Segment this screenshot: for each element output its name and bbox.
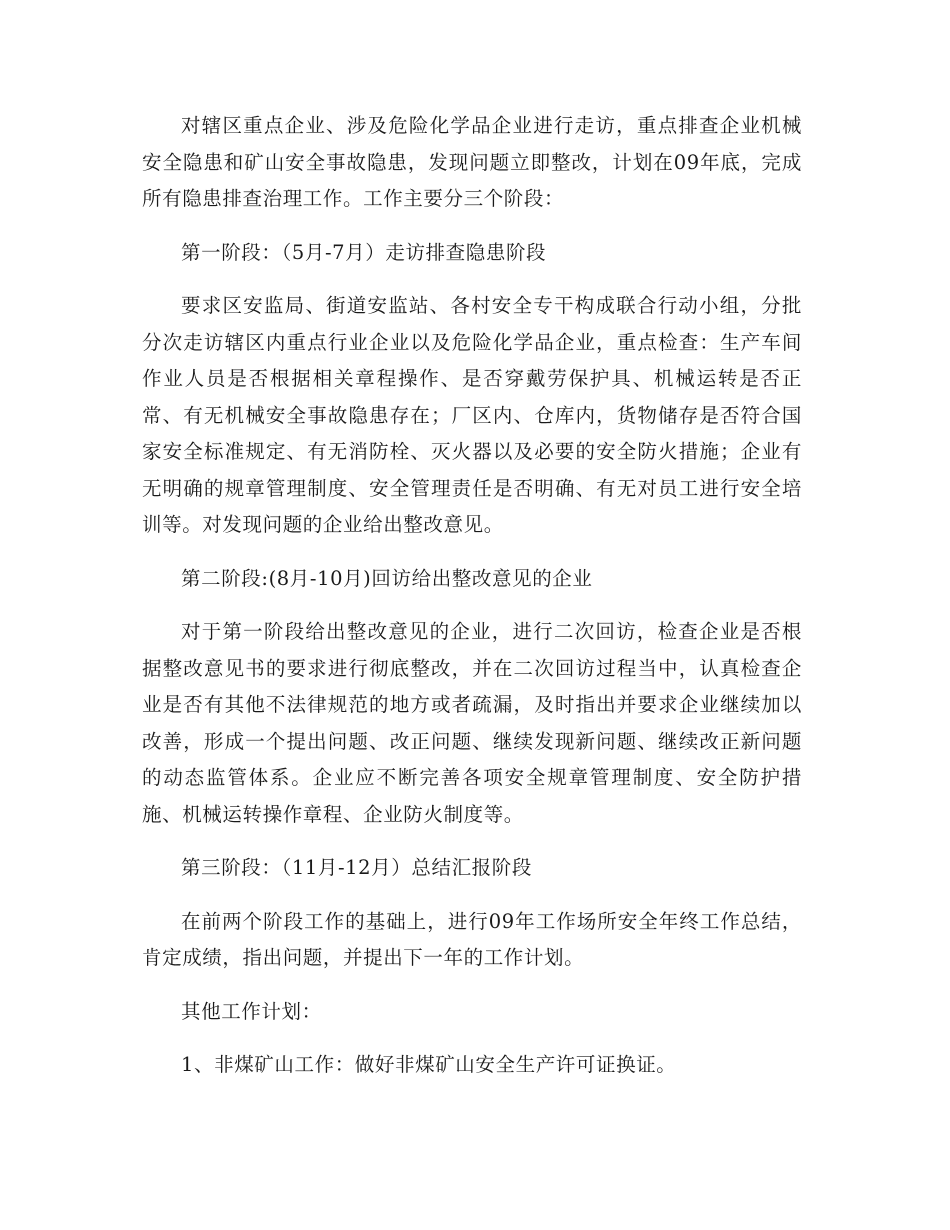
heading-phase-two: 第二阶段:(8月-10月)回访给出整改意见的企业	[181, 566, 593, 590]
paragraph-phase-one: 要求区安监局、街道安监站、各村安全专干构成联合行动小组，分批分次走访辖区内重点行业企业以及危险化学品企业，重点检查：生产车间作业人员是否根据相关章程操作、是否穿戴劳保护具、机械运转是否正常、有无机械安全事故隐患存在；厂区内、仓库内，货物储存是否符合国家安全标准规定、有无消防栓、灭火器以及必要的安全防火措施；企业有无明确的规章管理制度、安全管理责任是否明确、有无对员工进行安全培训等。对发现问题的企业给出整改意见。	[142, 294, 802, 536]
document-body	[142, 108, 802, 1101]
paragraph-phase-three: 在前两个阶段工作的基础上，进行09年工作场所安全年终工作总结，肯定成绩，指出问题，并提出下一年的工作计划。	[142, 909, 802, 969]
paragraph-phase-two: 对于第一阶段给出整改意见的企业，进行二次回访，检查企业是否根据整改意见书的要求进行彻底整改，并在二次回访过程当中，认真检查企业是否有其他不法律规范的地方或者疏漏，及时指出并要求企业继续加以改善，形成一个提出问题、改正问题、继续发现新问题、继续改正新问题的动态监管体系。企业应不断完善各项安全规章管理制度、安全防护措施、机械运转操作章程、企业防火制度等。	[142, 620, 802, 826]
heading-phase-one: 第一阶段：（5月-7月）走访排查隐患阶段	[181, 240, 547, 264]
paragraph-intro: 对辖区重点企业、涉及危险化学品企业进行走访，重点排查企业机械安全隐患和矿山安全事故隐患，发现问题立即整改，计划在09年底，完成所有隐患排查治理工作。工作主要分三个阶段：	[142, 114, 802, 210]
heading-other-plans: 其他工作计划：	[181, 999, 322, 1023]
heading-phase-three: 第三阶段：（11月-12月）总结汇报阶段	[181, 856, 532, 879]
list-item-non-coal-mine: 1、非煤矿山工作：做好非煤矿山安全生产许可证换证。	[181, 1053, 677, 1076]
